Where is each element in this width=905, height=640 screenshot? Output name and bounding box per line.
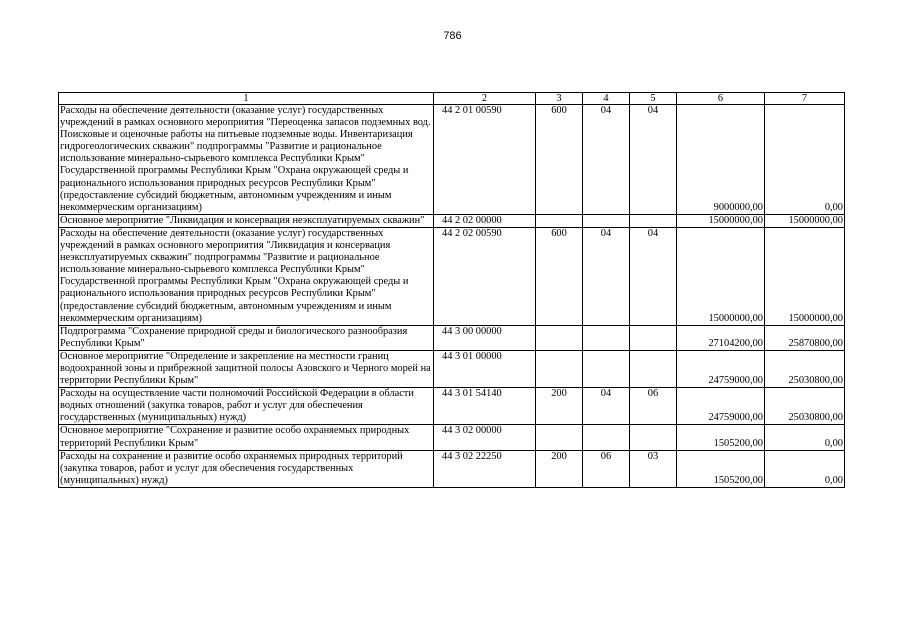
table-row [59,425,845,450]
row-col5 [630,425,677,450]
header-cell: 5 [630,93,677,105]
table-row [59,105,845,215]
row-col4 [583,425,630,450]
row-col5 [630,350,677,387]
row-amount-7: 25870800,00 [765,325,845,350]
row-col4: 04 [583,388,630,425]
row-col3: 200 [536,450,583,487]
row-col3 [536,214,583,227]
row-col5: 04 [630,105,677,215]
table-row [59,325,845,350]
row-amount-6: 24759000,00 [677,350,765,387]
row-amount-6: 24759000,00 [677,388,765,425]
header-cell: 4 [583,93,630,105]
row-col4 [583,350,630,387]
row-col3 [536,350,583,387]
row-col5: 04 [630,227,677,325]
row-name: Расходы на сохранение и развитие особо охраняемых природных территорий (закупка товаров, работ и услуг для обеспечения государственных (муниципальных) нужд) [59,450,434,487]
table-row [59,227,845,325]
header-row [59,93,845,105]
row-col4: 06 [583,450,630,487]
row-col3: 600 [536,227,583,325]
row-code: 44 3 02 22250 [434,450,536,487]
table-row [59,388,845,425]
page-number: 786 [443,30,462,42]
header-cell: 7 [765,93,845,105]
row-col5: 06 [630,388,677,425]
header-cell: 3 [536,93,583,105]
row-amount-6: 15000000,00 [677,214,765,227]
row-col4 [583,214,630,227]
budget-table [58,92,845,488]
row-code: 44 3 01 54140 [434,388,536,425]
row-col4: 04 [583,227,630,325]
row-name: Расходы на обеспечение деятельности (оказание услуг) государственных учреждений в рамках основного мероприятия "Переоценка запасов подземных вод. Поисковые и оценочные работы на питьевые подземные воды. Инвентаризация гидрогеологических скважин" подпрограммы "Развитие и рациональное использование минерально-сырьевого комплекса Республики Крым" Государственной программы Республики Крым "Охрана окружающей среды и рационального использования природных ресурсов Республики Крым" (предоставление субсидий бюджетным, автономным учреждениям и иным некоммерческим организациям) [59,105,434,215]
row-name: Основное мероприятие "Сохранение и развитие особо охраняемых природных территорий Республики Крым" [59,425,434,450]
row-col3: 200 [536,388,583,425]
row-name: Основное мероприятие "Ликвидация и консервация неэксплуатируемых скважин" [59,214,434,227]
row-col5: 03 [630,450,677,487]
table-row [59,350,845,387]
row-amount-7: 0,00 [765,105,845,215]
row-col5 [630,325,677,350]
header-cell: 2 [434,93,536,105]
table-row [59,450,845,487]
row-col3: 600 [536,105,583,215]
row-code: 44 3 00 00000 [434,325,536,350]
table-row [59,214,845,227]
row-amount-7: 25030800,00 [765,388,845,425]
row-amount-6: 1505200,00 [677,425,765,450]
row-amount-7: 0,00 [765,425,845,450]
row-code: 44 3 02 00000 [434,425,536,450]
row-name: Расходы на осуществление части полномочий Российской Федерации в области водных отношений (закупка товаров, работ и услуг для обеспечения государственных (муниципальных) нужд) [59,388,434,425]
header-cell: 6 [677,93,765,105]
row-col4: 04 [583,105,630,215]
row-amount-6: 15000000,00 [677,227,765,325]
header-cell: 1 [59,93,434,105]
row-amount-7: 0,00 [765,450,845,487]
row-name: Основное мероприятие "Определение и закрепление на местности границ водоохранной зоны и прибрежной защитной полосы Азовского и Черного морей на территории Республики Крым" [59,350,434,387]
row-code: 44 2 02 00000 [434,214,536,227]
row-name: Подпрограмма "Сохранение природной среды и биологического разнообразия Республики Крым" [59,325,434,350]
row-amount-6: 1505200,00 [677,450,765,487]
row-name: Расходы на обеспечение деятельности (оказание услуг) государственных учреждений в рамках основного мероприятия "Ликвидация и консервация неэксплуатируемых скважин" подпрограммы "Развитие и рациональное использование минерально-сырьевого комплекса Республики Крым" Государственной программы Республики Крым "Охрана окружающей среды и рационального использования природных ресурсов Республики Крым" (предоставление субсидий бюджетным, автономным учреждениям и иным некоммерческим организациям) [59,227,434,325]
row-amount-7: 25030800,00 [765,350,845,387]
row-code: 44 2 02 00590 [434,227,536,325]
row-code: 44 2 01 00590 [434,105,536,215]
row-amount-7: 15000000,00 [765,214,845,227]
row-amount-6: 27104200,00 [677,325,765,350]
row-amount-7: 15000000,00 [765,227,845,325]
row-code: 44 3 01 00000 [434,350,536,387]
row-amount-6: 9000000,00 [677,105,765,215]
row-col5 [630,214,677,227]
row-col4 [583,325,630,350]
row-col3 [536,325,583,350]
row-col3 [536,425,583,450]
